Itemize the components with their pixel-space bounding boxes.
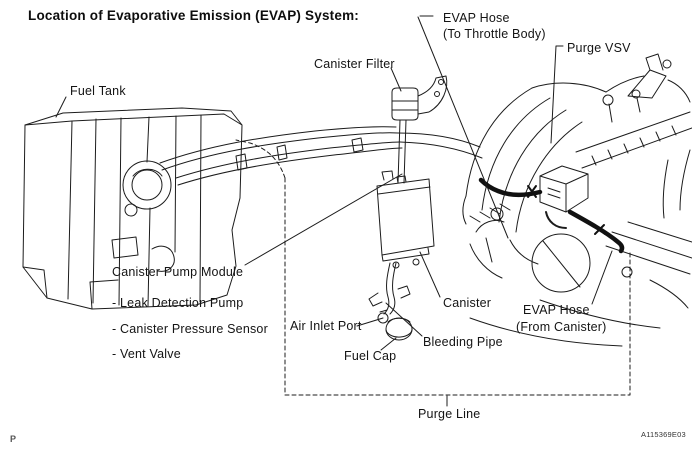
page-title: Location of Evaporative Emission (EVAP) System: — [28, 8, 359, 23]
label-canister-filter: Canister Filter — [314, 57, 395, 71]
purge-vsv-art — [481, 166, 622, 251]
label-purge-line: Purge Line — [418, 407, 481, 421]
label-leak-detection-pump: - Leak Detection Pump — [112, 296, 244, 310]
label-air-inlet-port: Air Inlet Port — [290, 319, 362, 333]
label-canister: Canister — [443, 296, 492, 310]
canister-filter-art — [392, 76, 447, 183]
label-evap-hose-from-canister-line2: (From Canister) — [516, 320, 607, 334]
label-fuel-tank: Fuel Tank — [70, 84, 126, 98]
label-evap-hose-to-throttle-line2: (To Throttle Body) — [443, 27, 546, 41]
figure-code: A115369E03 — [641, 430, 686, 439]
label-bleeding-pipe: Bleeding Pipe — [423, 335, 503, 349]
page-marker: P — [10, 434, 17, 444]
label-vent-valve: - Vent Valve — [112, 347, 181, 361]
label-canister-pump-module: Canister Pump Module — [112, 265, 244, 279]
purge-line-boundary — [236, 140, 630, 395]
canister-art — [377, 171, 434, 268]
label-purge-vsv: Purge VSV — [567, 41, 631, 55]
fuel-lines-art — [160, 127, 482, 185]
label-evap-hose-to-throttle-line1: EVAP Hose — [443, 11, 510, 25]
label-fuel-cap: Fuel Cap — [344, 349, 397, 363]
label-evap-hose-from-canister-line1: EVAP Hose — [523, 303, 590, 317]
fuel-cap-art — [369, 263, 412, 340]
label-canister-pressure-sensor: - Canister Pressure Sensor — [112, 322, 268, 336]
